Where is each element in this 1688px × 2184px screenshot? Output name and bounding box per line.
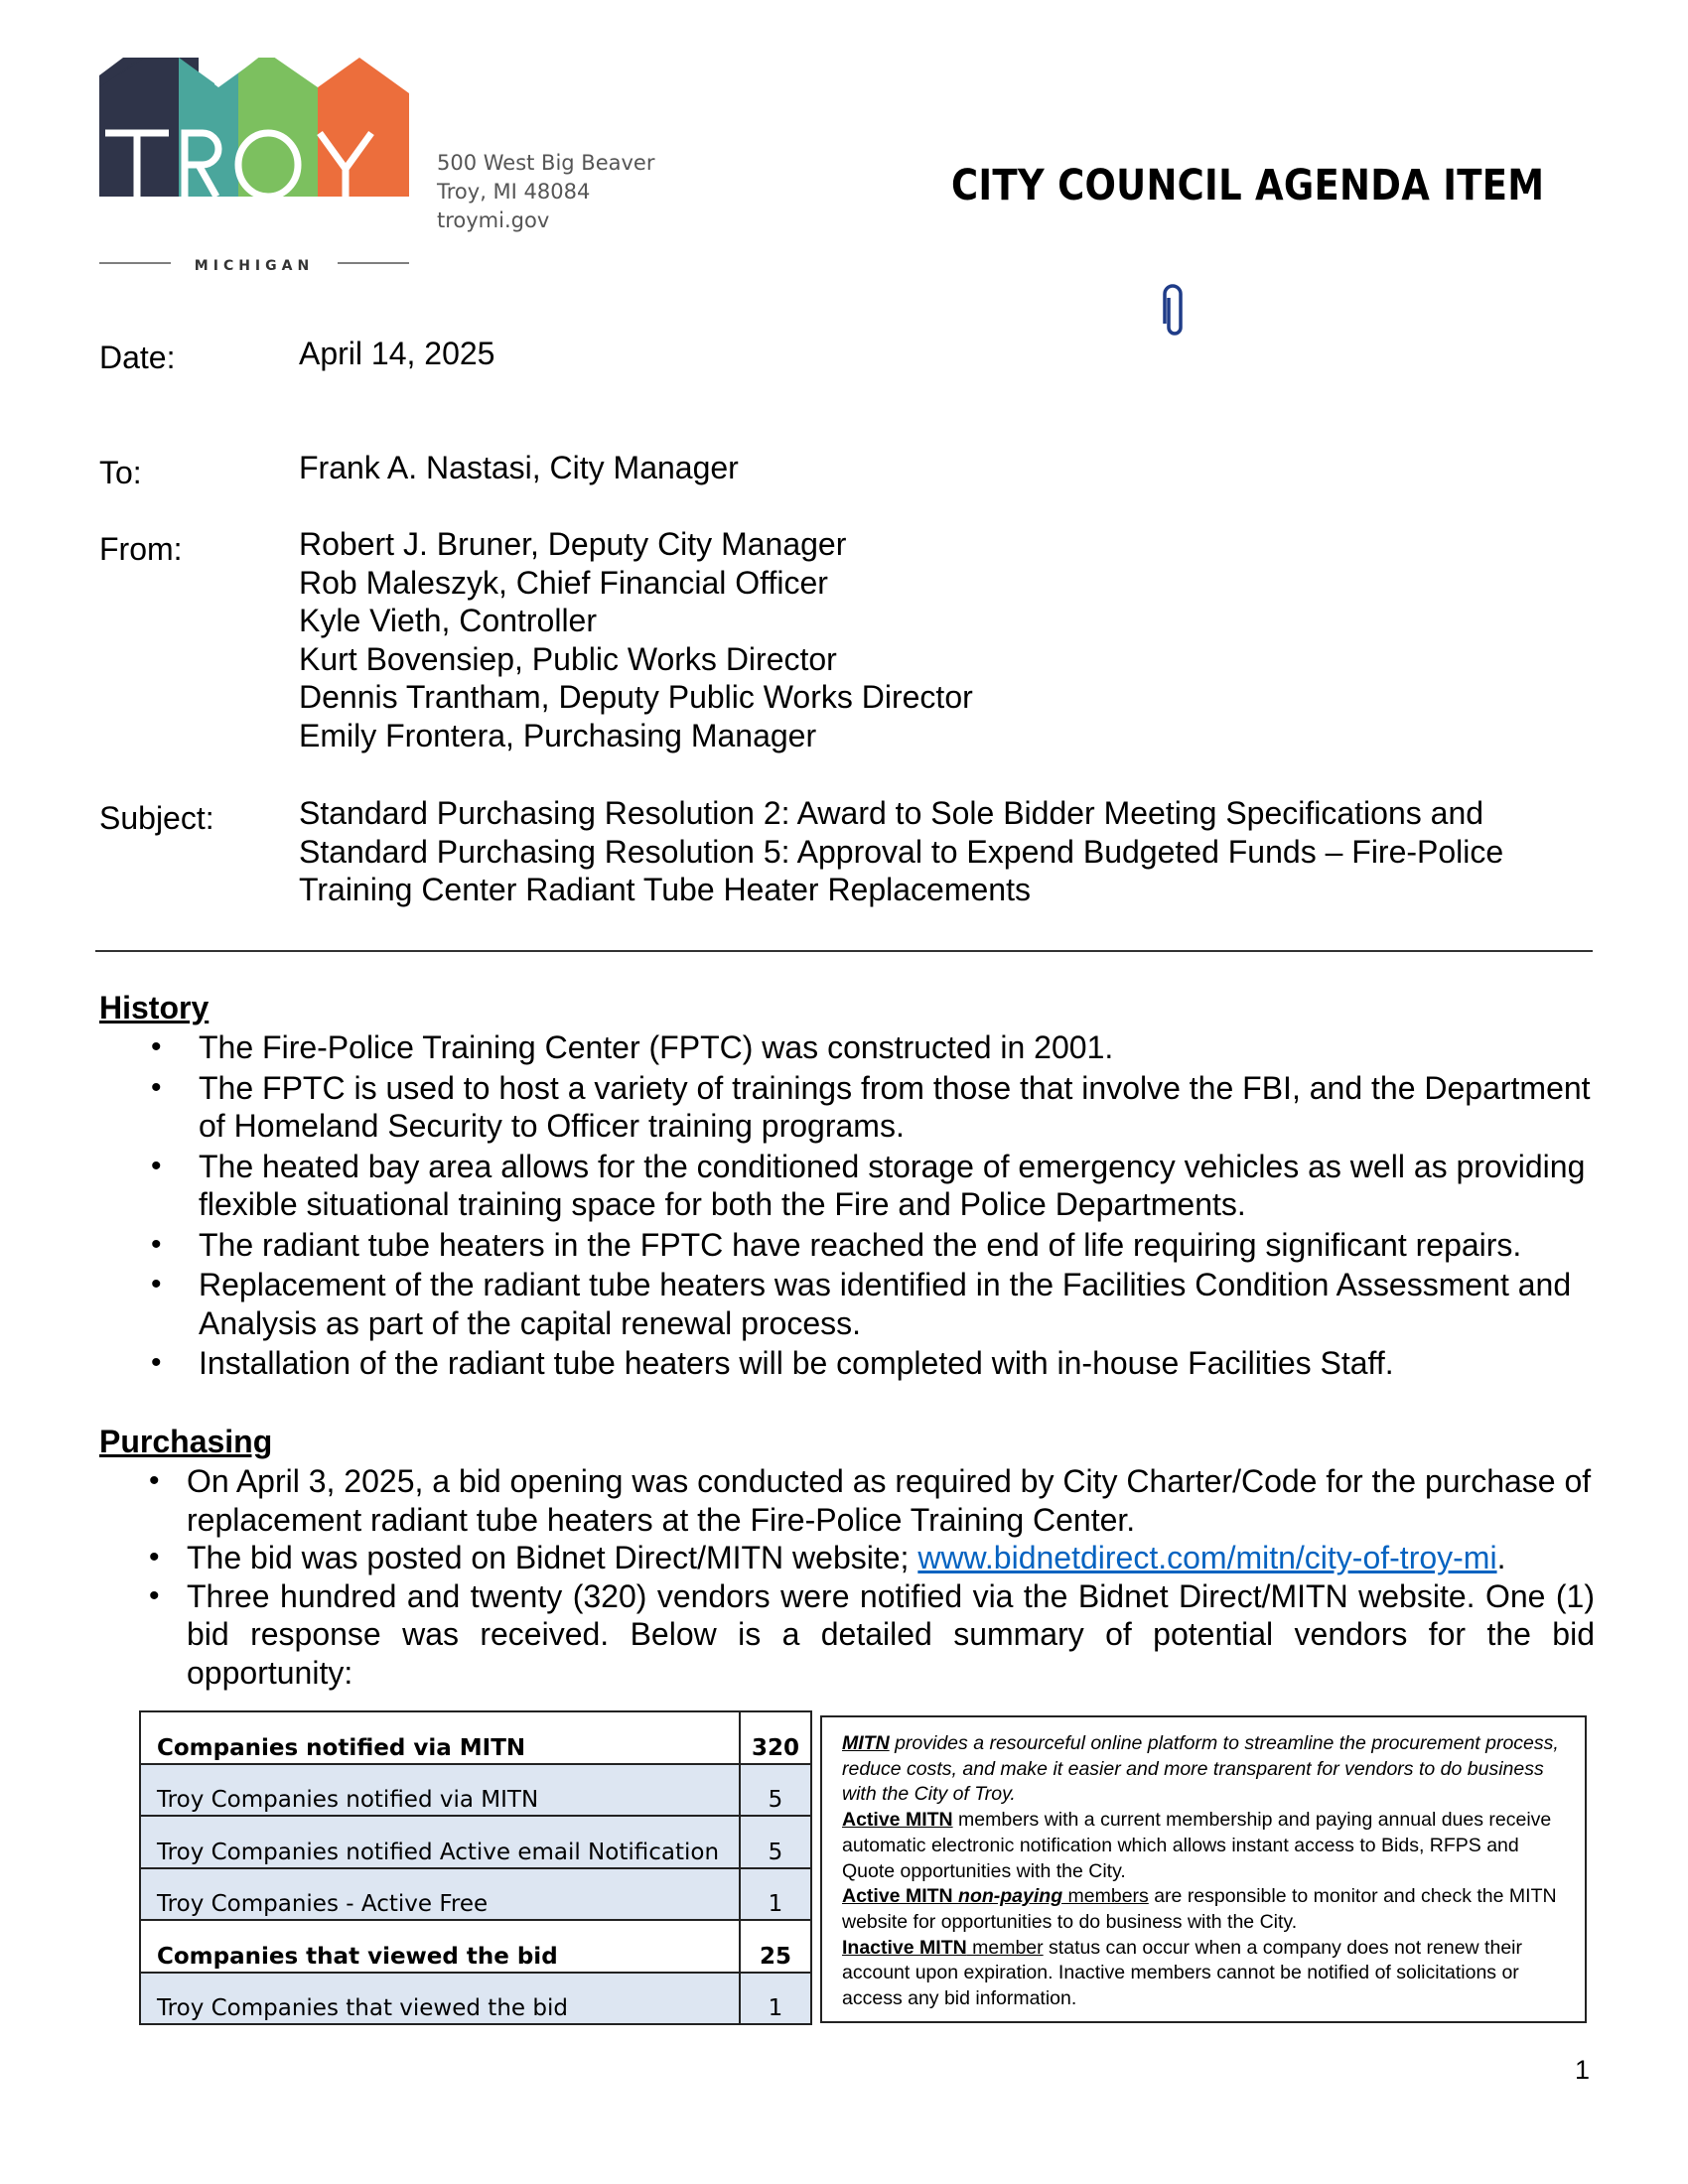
table-row: [140, 1868, 811, 1921]
bid-posted-suffix: .: [1496, 1540, 1506, 1575]
subject-line: Standard Purchasing Resolution 2: Award to Sole Bidder Meeting Specifications and: [299, 795, 1484, 831]
inactive-term-b: member: [966, 1936, 1044, 1959]
list-item: • Installation of the radiant tube heaters will be completed with in-house Facilities Staff.: [199, 1344, 1609, 1383]
list-item: • On April 3, 2025, a bid opening was conducted as required by City Charter/Code for the purchase of replacement radiant tube heaters at the Fire-Police Training Center.: [187, 1462, 1595, 1539]
row-value: 5: [740, 1764, 811, 1817]
subject-line: Training Center Radiant Tube Heater Replacements: [299, 872, 1031, 907]
mitn-info-box: [820, 1715, 1587, 2023]
bidnet-link[interactable]: www.bidnetdirect.com/mitn/city-of-troy-mi: [917, 1540, 1497, 1575]
mitn-paragraph: [842, 1884, 1565, 1935]
purchasing-list: [187, 1462, 1595, 1692]
row-label: Troy Companies that viewed the bid: [140, 1973, 740, 2025]
active-mitn-text: members with a current membership and paying annual dues receive automatic electronic notification which allows instant access to Bids, RFPS and Quote opportunities with the City.: [842, 1809, 1552, 1882]
page-number: 1: [1575, 2055, 1591, 2085]
list-item: • The Fire-Police Training Center (FPTC) was constructed in 2001.: [199, 1028, 1609, 1067]
list-item: • The heated bay area allows for the conditioned storage of emergency vehicles as well as providing flexible situational training space for both the Fire and Police Departments.: [199, 1148, 1609, 1224]
list-item: • The radiant tube heaters in the FPTC have reached the end of life requiring significant repairs.: [199, 1226, 1609, 1265]
list-item: • Three hundred and twenty (320) vendors were notified via the Bidnet Direct/MITN website. One (1) bid response was received. Below is a detailed summary of potential vendors for the bid opportunity:: [187, 1577, 1595, 1693]
table-row: [140, 1816, 811, 1868]
inactive-text: status can occur when a company does not renew their account upon expiration. Inactive members cannot be notified of solicitations or access any bid information.: [842, 1936, 1522, 2010]
from-label: From:: [99, 531, 183, 567]
table-row: [140, 1973, 811, 2025]
active-mitn-term: Active MITN: [842, 1809, 953, 1832]
table-row: [140, 1764, 811, 1817]
city-address: [437, 149, 655, 235]
list-item: [187, 1539, 1595, 1577]
from-name: Kurt Bovensiep, Public Works Director: [299, 640, 837, 677]
row-label: Companies notified via MITN: [140, 1711, 740, 1764]
bid-posted-text: The bid was posted on Bidnet Direct/MITN website;: [187, 1540, 918, 1575]
row-label: Companies that viewed the bid: [140, 1920, 740, 1973]
row-value: 5: [740, 1816, 811, 1868]
mitn-text: provides a resourceful online platform to streamline the procurement process, reduce costs, and make it easier and more transparent for vendors to do business with the City of Troy.: [842, 1732, 1559, 1806]
row-value: 1: [740, 1868, 811, 1921]
row-label: Troy Companies - Active Free: [140, 1868, 740, 1921]
row-value: 25: [740, 1920, 811, 1973]
row-value: 1: [740, 1973, 811, 2025]
from-name: Rob Maleszyk, Chief Financial Officer: [299, 564, 828, 601]
list-item: • Replacement of the radiant tube heaters was identified in the Facilities Condition Assessment and Analysis as part of the capital renewal process.: [199, 1266, 1609, 1342]
nonpaying-term-c: members: [1062, 1885, 1149, 1908]
list-item: • The FPTC is used to host a variety of trainings from those that involve the FBI, and the Department of Homeland Security to Officer training programs.: [199, 1069, 1609, 1146]
subject-text: [299, 794, 1503, 909]
subject-label: Subject:: [99, 800, 214, 836]
nonpaying-term-a: Active MITN: [842, 1885, 959, 1908]
city-website: troymi.gov: [437, 208, 550, 232]
row-label: Troy Companies notified via MITN: [140, 1764, 740, 1817]
from-name: Robert J. Bruner, Deputy City Manager: [299, 526, 847, 562]
mitn-paragraph: [842, 1936, 1565, 2012]
history-list: [199, 1028, 1609, 1385]
troy-logo: [99, 58, 409, 274]
row-label: Troy Companies notified Active email Notification: [140, 1816, 740, 1868]
mitn-paragraph: [842, 1731, 1565, 1808]
paperclip-icon[interactable]: [1160, 284, 1190, 340]
history-heading: History: [99, 990, 210, 1025]
inactive-term-a: Inactive MITN: [842, 1936, 967, 1959]
subject-line: Standard Purchasing Resolution 5: Approval to Expend Budgeted Funds – Fire-Police: [299, 833, 1504, 870]
table-row: [140, 1920, 811, 1973]
table-row: [140, 1711, 811, 1764]
date-label: Date:: [99, 340, 176, 375]
from-name: Dennis Trantham, Deputy Public Works Director: [299, 679, 973, 715]
from-list: [299, 525, 973, 754]
purchasing-heading: Purchasing: [99, 1424, 273, 1459]
to-value: Frank A. Nastasi, City Manager: [299, 450, 739, 485]
address-line1: 500 West Big Beaver: [437, 151, 655, 175]
address-line2: Troy, MI 48084: [437, 180, 591, 204]
nonpaying-text: are responsible to monitor and check the MITN website for opportunities to do business with the City.: [842, 1885, 1557, 1933]
vendor-summary-table: [139, 1710, 812, 2025]
logo-subtitle: MICHIGAN: [194, 258, 315, 274]
to-label: To:: [99, 455, 142, 490]
from-name: Emily Frontera, Purchasing Manager: [299, 717, 817, 753]
date-value: April 14, 2025: [299, 336, 495, 371]
row-value: 320: [740, 1711, 811, 1764]
mitn-term: MITN: [842, 1732, 890, 1754]
mitn-paragraph: [842, 1808, 1565, 1884]
nonpaying-term-b: non-paying: [958, 1885, 1063, 1908]
from-name: Kyle Vieth, Controller: [299, 603, 597, 638]
page-title: CITY COUNCIL AGENDA ITEM: [951, 161, 1545, 210]
divider: [95, 950, 1593, 952]
